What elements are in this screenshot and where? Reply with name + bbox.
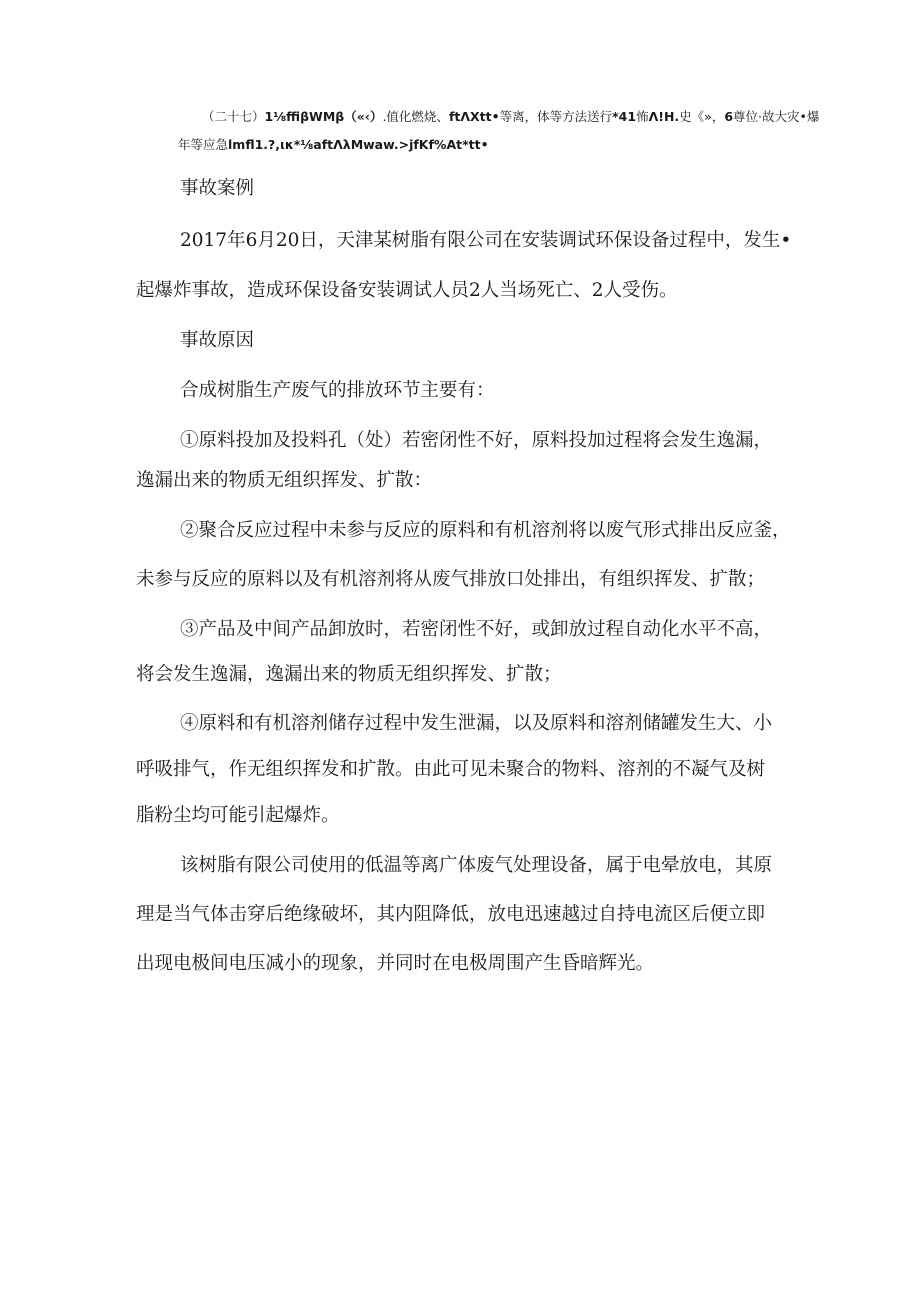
footnote-prefix: （二十七） [202, 109, 265, 124]
footnote-garbled-e: 6 [724, 109, 734, 124]
footnote-garbled-c: *41 [612, 109, 637, 124]
cause-item-1-line-2: 逸漏出来的物质无组织挥发、扩散： [136, 470, 433, 491]
cause-item-3-line-2: 将会发生逸漏，逸漏出来的物质无组织挥发、扩散； [136, 664, 562, 685]
footnote-text-d: 史《»， [679, 109, 725, 124]
cause-item-4-line-1: ④原料和有机溶剂储存过程中发生泄漏，以及原料和溶剂储罐发生大、小 [180, 713, 773, 734]
footnote-text-e: 尊位·故大灾•爆 [733, 109, 820, 124]
equipment-paragraph-line-2: 理是当气体击穿后绝缘破坏，其内阻降低，放电迅速越过自持电流区后便立即 [136, 904, 766, 925]
footnote-line-2 [178, 135, 868, 155]
equipment-paragraph-line-1: 该树脂有限公司使用的低温等离广体废气处理设备，属于电晕放电，其原 [180, 855, 773, 876]
case-paragraph-line-2: 起爆炸事故，造成环保设备安装调试人员2人当场死亡、2人受伤。 [136, 280, 678, 301]
equipment-paragraph-line-3: 出现电极间电压减小的现象，并同时在电极周围产生昏暗辉光。 [136, 953, 655, 974]
cause-item-2-line-1: ②聚合反应过程中未参与反应的原料和有机溶剂将以废气形式排出反应釜， [180, 520, 791, 541]
heading-accident-case: 事故案例 [180, 178, 255, 199]
footnote-garbled-f: lmfl1.?,ικ*⅛aftΛλMwaw.>jfKf%At*tt• [228, 137, 489, 152]
footnote-garbled-d: Λ!H. [648, 109, 680, 124]
footnote-line2-prefix: 年等应急 [178, 137, 229, 152]
footnote-garbled-a: 1⅛ffiβWMβ（«‹） [264, 109, 383, 124]
cause-item-4-line-2: 呼吸排气，作无组织挥发和扩散。由此可见未聚合的物料、溶剂的不凝气及树 [136, 759, 766, 780]
cause-item-4-line-3: 脂粉尘均可能引起爆炸。 [136, 805, 340, 826]
footnote-garbled-b: ftΛXtt• [448, 109, 500, 124]
footnote-text-c: 怖 [636, 109, 649, 124]
footnote-line-1 [202, 107, 892, 127]
case-paragraph-line-1: 2017年6月20日，天津某树脂有限公司在安装调试环保设备过程中，发生• [180, 230, 792, 251]
footnote-text-a: .值化燃烧、 [382, 109, 449, 124]
cause-item-2-line-2: 未参与反应的原料以及有机溶剂将从废气排放口处排出，有组织挥发、扩散； [136, 569, 766, 590]
footnote-text-b: 等离，体等方法送行 [499, 109, 613, 124]
cause-intro: 合成树脂生产废气的排放环节主要有： [180, 380, 495, 401]
cause-item-3-line-1: ③产品及中间产品卸放时，若密闭性不好，或卸放过程自动化水平不高， [180, 619, 773, 640]
heading-accident-cause: 事故原因 [180, 330, 255, 351]
cause-item-1-line-1: ①原料投加及投料孔（处）若密闭性不好，原料投加过程将会发生逸漏， [180, 430, 773, 451]
